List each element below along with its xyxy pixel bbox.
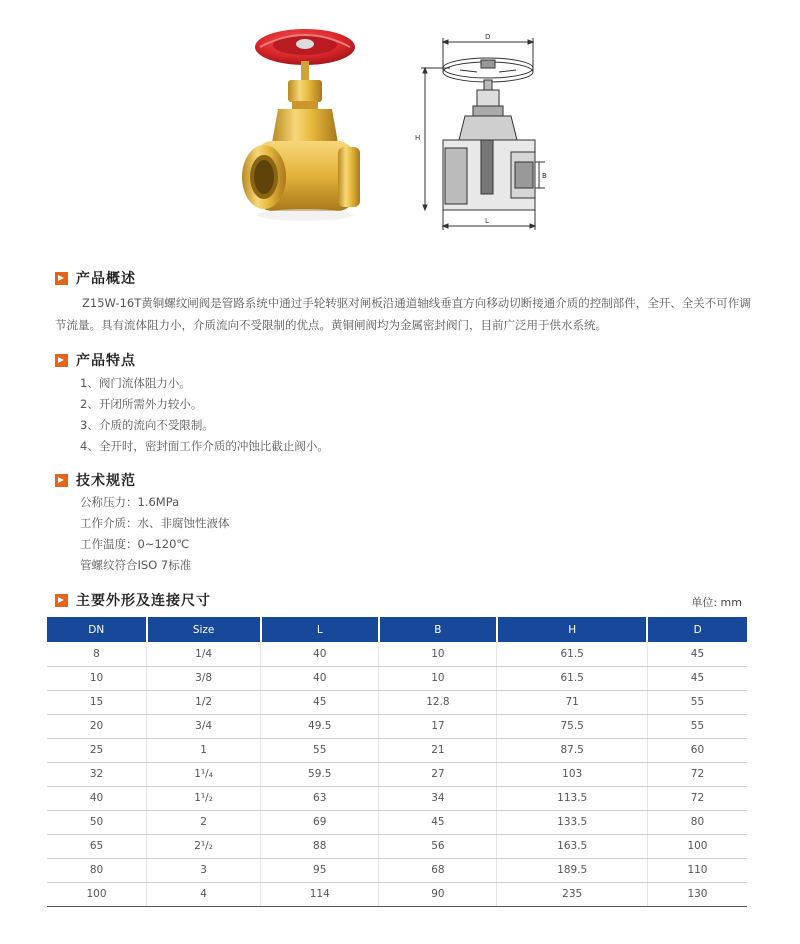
table-cell: 114 xyxy=(261,882,379,906)
overview-heading xyxy=(55,268,136,288)
table-cell: 235 xyxy=(497,882,647,906)
table-cell: 68 xyxy=(379,858,497,882)
table-row xyxy=(47,642,747,666)
table-cell: 10 xyxy=(379,642,497,666)
table-cell: 10 xyxy=(47,666,147,690)
chevron-right-icon xyxy=(55,272,68,285)
table-cell: 80 xyxy=(47,858,147,882)
table-cell: 15 xyxy=(47,690,147,714)
features-list xyxy=(80,373,329,457)
table-cell: 4 xyxy=(147,882,261,906)
overview-line-1: Z15W-16T黄铜螺纹闸阀是管路系统中通过手轮转驱对闸板沿通道轴线垂直方向移动切断接通介质的控制部件，全开、全关不可作调 xyxy=(82,296,751,310)
table-cell: 1/4 xyxy=(147,642,261,666)
table-cell: 1/2 xyxy=(147,690,261,714)
table-cell: 27 xyxy=(379,762,497,786)
table-cell: 40 xyxy=(261,642,379,666)
table-cell: 3/8 xyxy=(147,666,261,690)
spec-item: 管螺纹符合ISO 7标准 xyxy=(80,558,192,572)
table-cell: 55 xyxy=(647,690,747,714)
table-cell: 113.5 xyxy=(497,786,647,810)
table-cell: 103 xyxy=(497,762,647,786)
product-images xyxy=(0,0,800,250)
drawing-label-h: H xyxy=(415,134,421,142)
table-cell: 45 xyxy=(379,810,497,834)
header-dn: DN xyxy=(47,617,147,642)
overview-title: 产品概述 xyxy=(76,271,136,287)
table-cell: 1¹/₂ xyxy=(147,786,261,810)
features-title: 产品特点 xyxy=(76,353,136,369)
table-cell: 133.5 xyxy=(497,810,647,834)
spec-item: 工作温度：0~120℃ xyxy=(80,537,190,551)
table-cell: 2¹/₂ xyxy=(147,834,261,858)
table-cell: 100 xyxy=(47,882,147,906)
table-cell: 60 xyxy=(647,738,747,762)
table-cell: 72 xyxy=(647,786,747,810)
table-cell: 20 xyxy=(47,714,147,738)
table-cell: 75.5 xyxy=(497,714,647,738)
header-size: Size xyxy=(147,617,261,642)
spec-item: 工作介质：水、非腐蚀性液体 xyxy=(80,516,230,530)
table-cell: 100 xyxy=(647,834,747,858)
table-cell: 189.5 xyxy=(497,858,647,882)
table-cell: 80 xyxy=(647,810,747,834)
overview-line-2: 节流量。具有流体阻力小，介质流向不受限制的优点。黄铜闸阀均为金属密封阀门，目前广泛用于供水系统。 xyxy=(55,318,607,332)
drawing-label-d: D xyxy=(485,33,491,41)
table-row xyxy=(47,714,747,738)
specs-heading xyxy=(55,470,136,490)
table-cell: 59.5 xyxy=(261,762,379,786)
table-cell: 49.5 xyxy=(261,714,379,738)
table-cell: 72 xyxy=(647,762,747,786)
table-cell: 90 xyxy=(379,882,497,906)
table-row xyxy=(47,666,747,690)
specs-list xyxy=(80,492,230,576)
table-cell: 65 xyxy=(47,834,147,858)
dimensions-heading xyxy=(55,590,211,610)
table-cell: 40 xyxy=(261,666,379,690)
table-row xyxy=(47,786,747,810)
table-header-row xyxy=(47,617,747,642)
table-cell: 71 xyxy=(497,690,647,714)
table-cell: 10 xyxy=(379,666,497,690)
specs-title: 技术规范 xyxy=(76,473,136,489)
table-cell: 87.5 xyxy=(497,738,647,762)
table-cell: 61.5 xyxy=(497,642,647,666)
chevron-right-icon xyxy=(55,474,68,487)
overview-text xyxy=(55,292,755,336)
table-row xyxy=(47,858,747,882)
table-row xyxy=(47,882,747,906)
chevron-right-icon xyxy=(55,594,68,607)
header-d: D xyxy=(647,617,747,642)
table-row xyxy=(47,810,747,834)
table-cell: 55 xyxy=(647,714,747,738)
spec-item: 公称压力：1.6MPa xyxy=(80,495,180,509)
header-h: H xyxy=(497,617,647,642)
feature-item: 4、全开时，密封面工作介质的冲蚀比截止阀小。 xyxy=(80,439,329,453)
table-cell: 40 xyxy=(47,786,147,810)
table-row xyxy=(47,762,747,786)
valve-photo xyxy=(230,25,380,235)
chevron-right-icon xyxy=(55,354,68,367)
drawing-label-b: B xyxy=(542,172,547,180)
table-cell: 21 xyxy=(379,738,497,762)
header-b: B xyxy=(379,617,497,642)
table-cell: 45 xyxy=(647,642,747,666)
feature-item: 3、介质的流向不受限制。 xyxy=(80,418,214,432)
table-cell: 17 xyxy=(379,714,497,738)
feature-item: 1、阀门流体阻力小。 xyxy=(80,376,191,390)
table-cell: 95 xyxy=(261,858,379,882)
table-cell: 8 xyxy=(47,642,147,666)
valve-drawing xyxy=(405,28,575,238)
table-cell: 88 xyxy=(261,834,379,858)
table-cell: 130 xyxy=(647,882,747,906)
table-cell: 61.5 xyxy=(497,666,647,690)
table-cell: 110 xyxy=(647,858,747,882)
table-cell: 1 xyxy=(147,738,261,762)
table-cell: 32 xyxy=(47,762,147,786)
table-cell: 3 xyxy=(147,858,261,882)
table-row xyxy=(47,690,747,714)
dimensions-title: 主要外形及连接尺寸 xyxy=(76,593,211,609)
table-cell: 56 xyxy=(379,834,497,858)
table-cell: 12.8 xyxy=(379,690,497,714)
drawing-label-l: L xyxy=(485,217,489,225)
unit-label: 单位: mm xyxy=(691,596,742,609)
table-cell: 69 xyxy=(261,810,379,834)
table-cell: 63 xyxy=(261,786,379,810)
table-cell: 45 xyxy=(261,690,379,714)
table-cell: 34 xyxy=(379,786,497,810)
features-heading xyxy=(55,350,136,370)
table-body xyxy=(47,642,747,906)
table-cell: 2 xyxy=(147,810,261,834)
header-l: L xyxy=(261,617,379,642)
table-cell: 163.5 xyxy=(497,834,647,858)
table-cell: 45 xyxy=(647,666,747,690)
feature-item: 2、开闭所需外力较小。 xyxy=(80,397,203,411)
table-row xyxy=(47,834,747,858)
table-row xyxy=(47,738,747,762)
table-cell: 1¹/₄ xyxy=(147,762,261,786)
table-cell: 3/4 xyxy=(147,714,261,738)
table-cell: 25 xyxy=(47,738,147,762)
dimensions-table xyxy=(47,617,747,907)
table-cell: 55 xyxy=(261,738,379,762)
table-cell: 50 xyxy=(47,810,147,834)
